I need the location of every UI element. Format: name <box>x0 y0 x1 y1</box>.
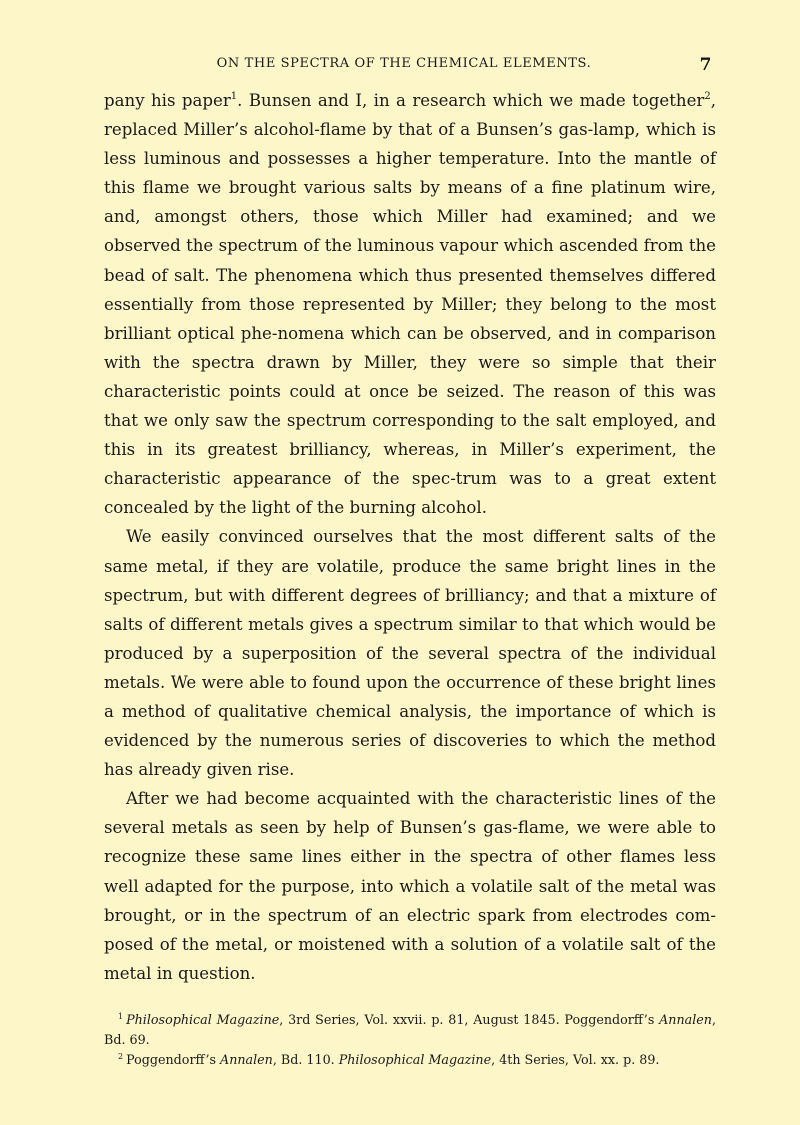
footnote-1 <box>104 1010 716 1050</box>
paragraph-1-text-a: pany his paper <box>104 91 231 110</box>
paragraph-3: After we had become acquainted with the characteristic lines of the several metals as seen by help of Bunsen’s gas-flame, we were able to recognize these same lines either in the spectra of other flames less well adapted for the purpose, into which a volatile salt of the metal was brought, or in the spectrum of an electric spark from electrodes com-posed of the metal, or moistened with a solution of a volatile salt of the metal in question. <box>104 789 716 983</box>
footnote-2-annalen: Annalen <box>220 1052 273 1067</box>
footnote-1-text: , 3rd Series, Vol. xxvii. p. 81, August 1845. Poggendorff’s <box>279 1012 660 1027</box>
footnote-2 <box>104 1050 716 1070</box>
footnotes <box>104 1010 716 1070</box>
footnote-2-text: , Bd. 110. <box>272 1052 339 1067</box>
paragraph-1 <box>104 86 716 522</box>
footnote-1-journal: Philosophical Magazine <box>126 1012 280 1027</box>
footnote-1-mark: 1 <box>118 1012 124 1021</box>
footnote-1-end: , Bd. 69. <box>104 1012 716 1047</box>
paragraph-1-text-b: . Bunsen and I, in a research which we made together <box>237 91 705 110</box>
footnote-2-end: , 4th Series, Vol. xx. p. 89. <box>491 1052 660 1067</box>
footnote-2-mark: 2 <box>118 1052 124 1061</box>
footnote-1-annalen: Annalen <box>659 1012 712 1027</box>
running-head <box>96 56 712 78</box>
footnote-2-lead: Poggendorff’s <box>126 1052 221 1067</box>
footnote-2-journal: Philosophical Magazine <box>338 1052 492 1067</box>
paragraph-1-text-c: , replaced Miller’s alcohol-flame by that of a Bunsen’s gas-lamp, which is less luminous and possesses a higher temperature. Into the mantle of this flame we brought various salts by means of a fine platinum wire, and, amongst others, those which Miller had examined; and we observed the spectrum of the luminous vapour which ascended from the bead of salt. The phenomena which thus presented themselves differed essentially from those represented by Miller; they belong to the most brilliant optical phe-nomena which can be observed, and in comparison with the spectra drawn by Miller, they were so simple that their characteristic points could at once be seized. The reason of this was that we only saw the spectrum corresponding to the salt employed, and this in its greatest brilliancy, whereas, in Miller’s experiment, the characteristic appearance of the spec-trum was to a great extent concealed by the light of the burning alcohol. <box>104 91 716 518</box>
running-title: ON THE SPECTRA OF THE CHEMICAL ELEMENTS. <box>216 56 592 71</box>
body-text <box>104 86 716 988</box>
paragraph-2: We easily convinced ourselves that the most different salts of the same metal, if they are volatile, produce the same bright lines in the spectrum, but with different degrees of brilliancy; and that a mixture of salts of different metals gives a spectrum similar to that which would be produced by a superposition of the several spectra of the individual metals. We were able to found upon the occurrence of these bright lines a method of qualitative chemical analysis, the importance of which is evidenced by the numerous series of discoveries to which the method has already given rise. <box>104 527 716 780</box>
page-number: 7 <box>699 55 712 75</box>
footnote-ref-1: 1 <box>230 91 238 102</box>
footnote-ref-2: 2 <box>704 91 711 102</box>
